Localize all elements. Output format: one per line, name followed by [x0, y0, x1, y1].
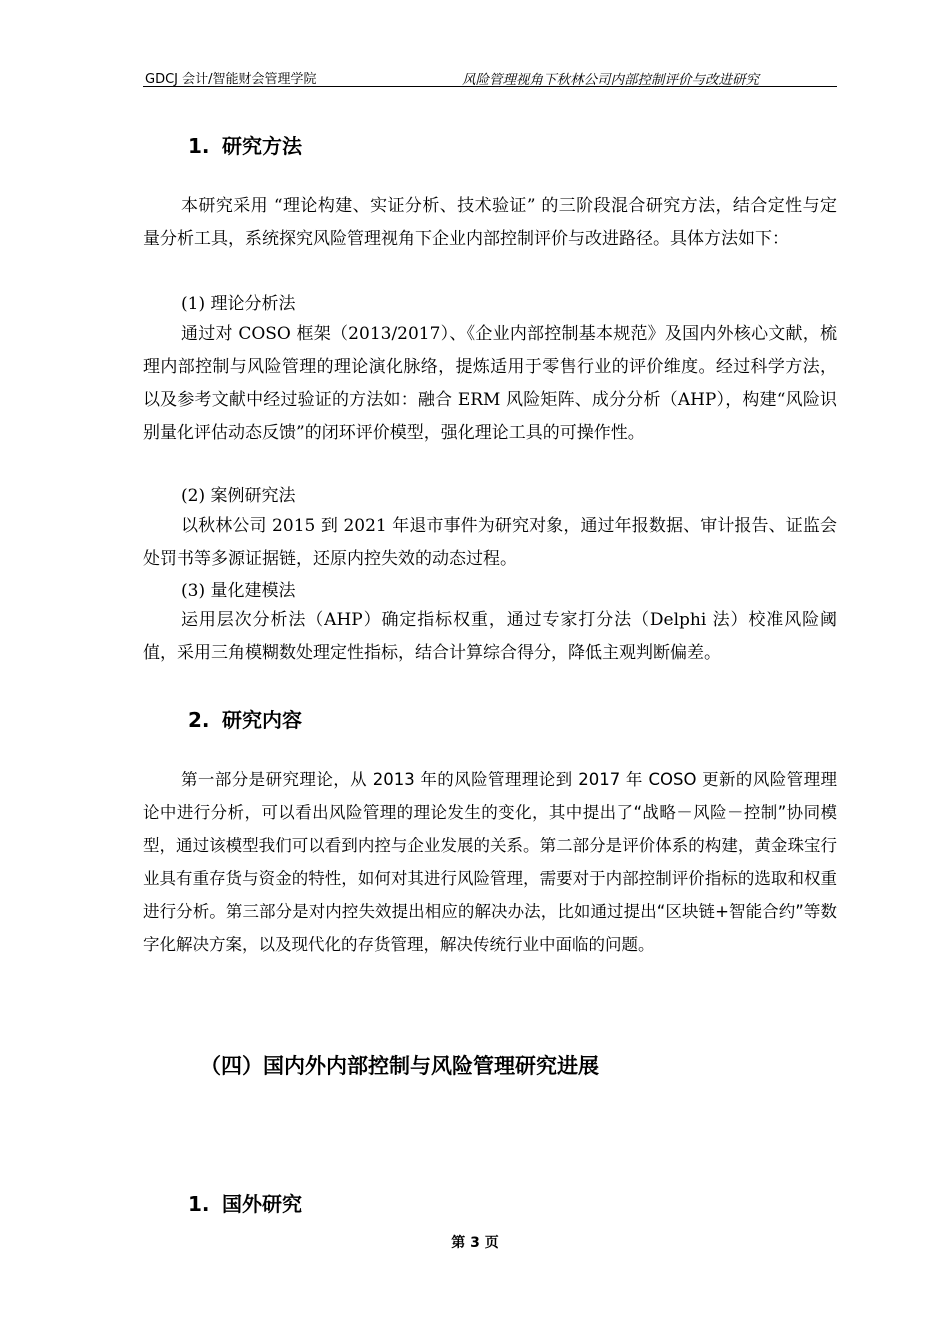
heading-number: 1.: [188, 1192, 210, 1216]
heading-number: 2.: [188, 708, 210, 732]
header-paper-title: 风险管理视角下秋林公司内部控制评价与改进研究: [462, 72, 759, 88]
subheading-theory: (1) 理论分析法: [181, 294, 296, 314]
heading-content: [188, 704, 302, 733]
page-number: 第 3 页: [451, 1235, 499, 1251]
heading-methods: [188, 130, 302, 159]
paragraph-modeling: 运用层次分析法（AHP）确定指标权重，通过专家打分法（Delphi 法）校准风险阈值，采用三角模糊数处理定性指标，结合计算综合得分，降低主观判断偏差。: [143, 610, 837, 663]
header-rule: [143, 86, 837, 87]
heading-research-progress: （四）国内外内部控制与风险管理研究进展: [200, 1054, 599, 1078]
subheading-case: (2) 案例研究法: [181, 486, 296, 506]
heading-text: 研究内容: [222, 708, 302, 732]
subheading-modeling: (3) 量化建模法: [181, 581, 296, 601]
paragraph-content: 第一部分是研究理论，从 2013 年的风险管理理论到 2017 年 COSO 更新的风险管理理论中进行分析，可以看出风险管理的理论发生的变化，其中提出了“战略－风险－控制”协同模型，通过该模型我们可以看到内控与企业发展的关系。第二部分是评价体系的构建，黄金珠宝行业具有重存货与资金的特性，如何对其进行风险管理，需要对于内部控制评价指标的选取和权重进行分析。第三部分是对内控失效提出相应的解决办法，比如通过提出“区块链+智能合约”等数字化解决方案，以及现代化的存货管理，解决传统行业中面临的问题。: [143, 770, 837, 954]
heading-text: 研究方法: [222, 134, 302, 158]
paragraph-case: 以秋林公司 2015 到 2021 年退市事件为研究对象，通过年报数据、审计报告、证监会处罚书等多源证据链，还原内控失效的动态过程。: [143, 516, 837, 569]
heading-foreign: [188, 1188, 302, 1217]
paragraph-methods-intro: 本研究采用 “理论构建、实证分析、技术验证” 的三阶段混合研究方法，结合定性与定量分析工具，系统探究风险管理视角下企业内部控制评价与改进路径。具体方法如下：: [143, 196, 837, 249]
paragraph-theory: 通过对 COSO 框架（2013/2017）、《企业内部控制基本规范》及国内外核心文献，梳理内部控制与风险管理的理论演化脉络，提炼适用于零售行业的评价维度。经过科学方法，以及参考文献中经过验证的方法如：融合 ERM 风险矩阵、成分分析（AHP），构建“风险识别量化评估动态反馈”的闭环评价模型，强化理论工具的可操作性。: [143, 324, 837, 443]
heading-text: 国外研究: [222, 1192, 302, 1216]
header-school: GDCJ 会计/智能财会管理学院: [145, 72, 317, 87]
heading-number: 1.: [188, 134, 210, 158]
